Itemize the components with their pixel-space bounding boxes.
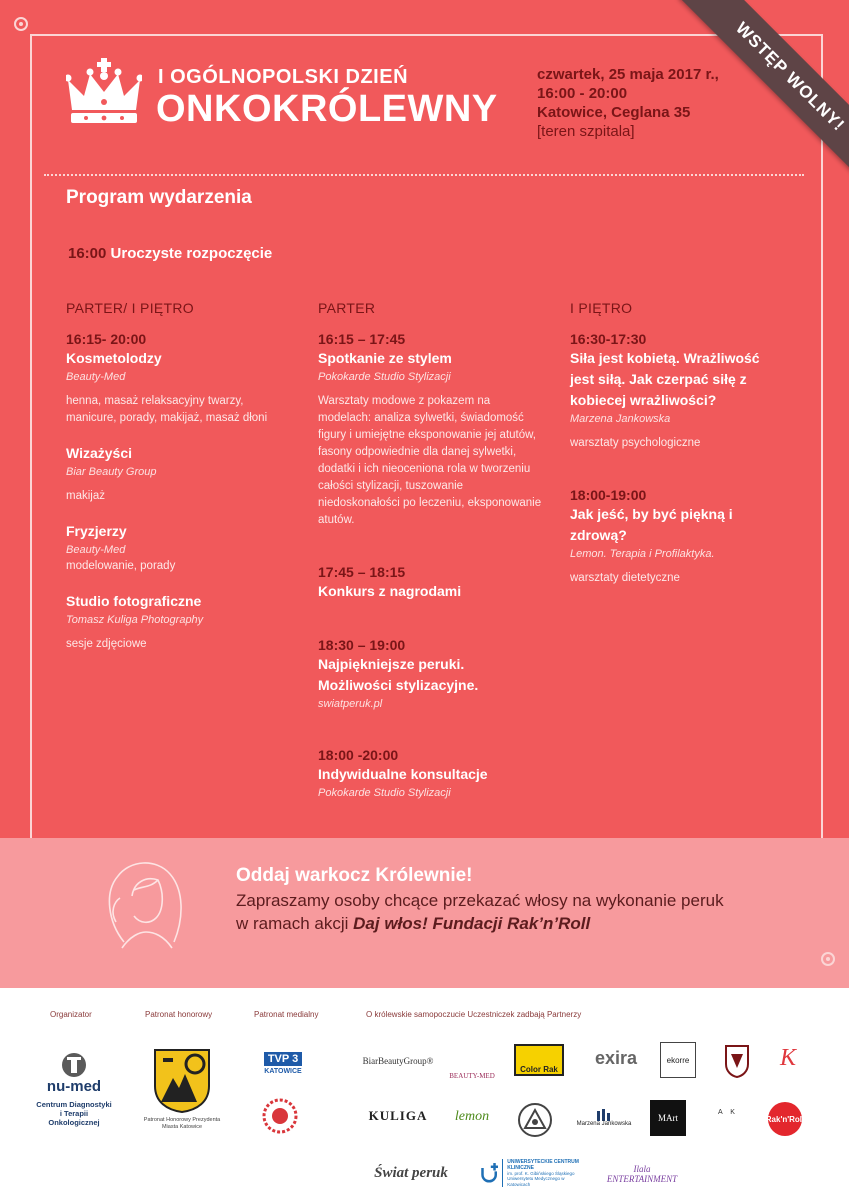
partner-logo-mart: MArt: [650, 1100, 686, 1136]
event-time: 16:00 - 20:00: [537, 85, 628, 102]
program-event: [318, 330, 543, 529]
organizer-label: Organizator: [50, 1010, 92, 1019]
event-item-title: Najpiękniejsze peruki. Możliwości stylizacyjne.: [318, 656, 479, 693]
corner-ornament-icon: [821, 952, 835, 966]
banner-text-main: Zapraszamy osoby chcące przekazać włosy na wykonanie peruk w ramach akcji: [236, 891, 724, 933]
tvp3-logo: [258, 1046, 308, 1080]
partner-logo-emblem-icon: [516, 1102, 554, 1138]
ucs-subtitle: im. prof. K. Gibińskiego Śląskiego Uniwersytetu Medycznego w Katowicach: [507, 1170, 575, 1187]
event-item-host: swiatperuk.pl: [318, 698, 383, 710]
event-title-prefix: I OGÓLNOPOLSKI DZIEŃ: [158, 66, 409, 88]
program-event: [66, 330, 291, 427]
partner-logo-exira: exira: [594, 1047, 638, 1068]
event-item-title: Jak jeść, by być piękną i zdrową?: [570, 506, 733, 543]
banner-text-emphasis: Daj włos! Fundacji Rak’n’Roll: [353, 914, 591, 933]
column-heading: PARTER: [318, 300, 376, 316]
partner-logo-beautymed: BEAUTY-MED: [449, 1072, 495, 1080]
event-item-host: Beauty-Med: [66, 544, 126, 556]
event-item-desc: makijaż: [66, 490, 105, 502]
event-item-time: 18:00-19:00: [570, 487, 647, 503]
free-entry-ribbon: WSTĘP WOLNY!: [679, 0, 849, 188]
event-item-desc: henna, masaż relaksacyjny twarzy, manicure, porady, makijaż, masaż dłoni: [66, 395, 268, 424]
partners-label: O królewskie samopoczucie Uczestniczek zadbają Partnerzy: [366, 1010, 582, 1019]
event-item-time: 17:45 – 18:15: [318, 564, 406, 580]
event-item-title: Kosmetolodzy: [66, 350, 162, 366]
column-heading: I PIĘTRO: [570, 300, 633, 316]
event-item-time: 18:30 – 19:00: [318, 637, 406, 653]
partner-logo-shield-icon: [724, 1044, 750, 1078]
event-item-time: 16:15- 20:00: [66, 331, 147, 347]
program-event: [318, 636, 543, 712]
program-event: [66, 591, 291, 653]
katowice-coat-of-arms-icon: [153, 1048, 211, 1114]
event-item-host: Biar Beauty Group: [66, 466, 157, 478]
program-column-1: [66, 300, 291, 653]
program-event: [66, 443, 291, 505]
katowice-patronage-logo: [140, 1044, 224, 1134]
tvp3-name: TVP 3: [264, 1052, 302, 1066]
dotted-divider: [44, 174, 804, 176]
ucs-name: UNIWERSYTECKIE CENTRUM KLINICZNE: [507, 1158, 579, 1171]
event-item-title: Wizażyści: [66, 445, 133, 461]
girl-outline-icon: [94, 852, 198, 952]
event-item-title: Spotkanie ze stylem: [318, 350, 452, 366]
event-item-host: Tomasz Kuliga Photography: [66, 614, 204, 626]
jankowska-name: Marzena Jankowska: [576, 1121, 632, 1127]
event-item-title: Fryzjerzy: [66, 523, 127, 539]
event-item-host: Pokokarde Studio Stylizacji: [318, 787, 451, 799]
banner-text: [236, 889, 736, 935]
column-heading: PARTER/ I PIĘTRO: [66, 300, 194, 316]
partner-logo-kuliga: KULIGA: [368, 1108, 428, 1123]
event-item-title: Indywidualne konsultacje: [318, 766, 488, 782]
event-info: [537, 65, 719, 141]
event-item-host: Lemon. Terapia i Profilaktyka.: [570, 548, 715, 560]
program-event: [570, 330, 785, 452]
partner-logo-ekorre: ekorre: [660, 1042, 696, 1078]
media-partner-icon: [262, 1098, 298, 1134]
numed-name: nu-med: [46, 1077, 102, 1095]
event-item-desc: warsztaty dietetyczne: [570, 572, 680, 584]
program-event: [570, 486, 785, 587]
partner-logo-ak: A K: [718, 1108, 738, 1116]
opening-time: 16:00: [68, 245, 107, 262]
event-item-desc: Warsztaty modowe z pokazem na modelach: analiza sylwetki, świadomość figury i umiejętne eksponowanie jej atutów, fasony odpowiednie dla danej sylwetki, dodatki i ich nieoceniona rola w tworzeniu całości stylizacji, tuszowanie niedoskonałości po leczeniu, eksponowanie atutów.: [318, 395, 542, 526]
partner-logo-colorrak: Color Rak: [514, 1044, 564, 1076]
program-column-2: [318, 300, 543, 801]
event-item-time: 16:15 – 17:45: [318, 331, 406, 347]
ucs-mark-icon: [480, 1161, 498, 1185]
banner-title: Oddaj warkocz Królewnie!: [236, 865, 473, 886]
program-event: [318, 563, 543, 602]
partner-logo-ucs: [480, 1158, 590, 1188]
patronage-label: Patronat honorowy: [145, 1010, 213, 1019]
numed-subtitle: Centrum Diagnostyki i Terapii Onkologicznej: [36, 1099, 112, 1127]
event-item-host: Beauty-Med: [66, 371, 126, 383]
event-item-desc: sesje zdjęciowe: [66, 638, 147, 650]
partner-logo-swiatperuk: Świat peruk: [374, 1164, 448, 1181]
program-event: [318, 746, 543, 801]
program-title: Program wydarzenia: [66, 187, 252, 208]
partner-logo-ilala: Ilala ENTERTAINMENT: [606, 1164, 678, 1184]
event-place: Katowice, Ceglana 35: [537, 104, 691, 121]
opening-label: Uroczyste rozpoczęcie: [110, 245, 273, 262]
crown-icon: [66, 58, 142, 128]
program-column-3: [570, 300, 785, 587]
opening-item: [68, 245, 272, 262]
tvp3-city: KATOWICE: [264, 1067, 302, 1075]
numed-logo: [36, 1046, 112, 1132]
partner-logo-k: K: [779, 1044, 796, 1071]
event-item-time: 18:00 -20:00: [318, 747, 399, 763]
event-item-desc: warsztaty psychologiczne: [570, 437, 701, 449]
partner-logo-jankowska: [576, 1104, 632, 1132]
event-item-time: 16:30-17:30: [570, 331, 647, 347]
partner-logo-biar: BiarBeautyGroup®: [362, 1056, 434, 1066]
ucs-text: [502, 1159, 590, 1188]
event-item-title: Siła jest kobietą. Wrażliwość jest siłą. Jak czerpać siłę z kobiecej wrażliwości?: [570, 350, 760, 408]
numed-symbol-icon: [61, 1052, 87, 1078]
event-item-desc: modelowanie, porady: [66, 560, 176, 572]
jankowska-mark-icon: [597, 1109, 611, 1121]
event-date: czwartek, 25 maja 2017 r.,: [537, 66, 719, 83]
event-item-title: Konkurs z nagrodami: [318, 583, 462, 599]
event-item-host: Pokokarde Studio Stylizacji: [318, 371, 451, 383]
event-title: ONKOKRÓLEWNY: [156, 88, 498, 130]
patronage-caption: Patronat Honorowy Prezydenta Miasta Katowice: [143, 1116, 221, 1130]
media-patronage-label: Patronat medialny: [254, 1010, 319, 1019]
corner-ornament-icon: [14, 17, 28, 31]
partner-logo-lemon: lemon: [454, 1109, 490, 1124]
program-event: [66, 521, 291, 575]
event-place-note: [teren szpitala]: [537, 123, 635, 140]
partner-logo-raknroll: Rak'n'Roll: [768, 1102, 802, 1136]
event-item-title: Studio fotograficzne: [66, 593, 202, 609]
event-item-host: Marzena Jankowska: [570, 413, 671, 425]
